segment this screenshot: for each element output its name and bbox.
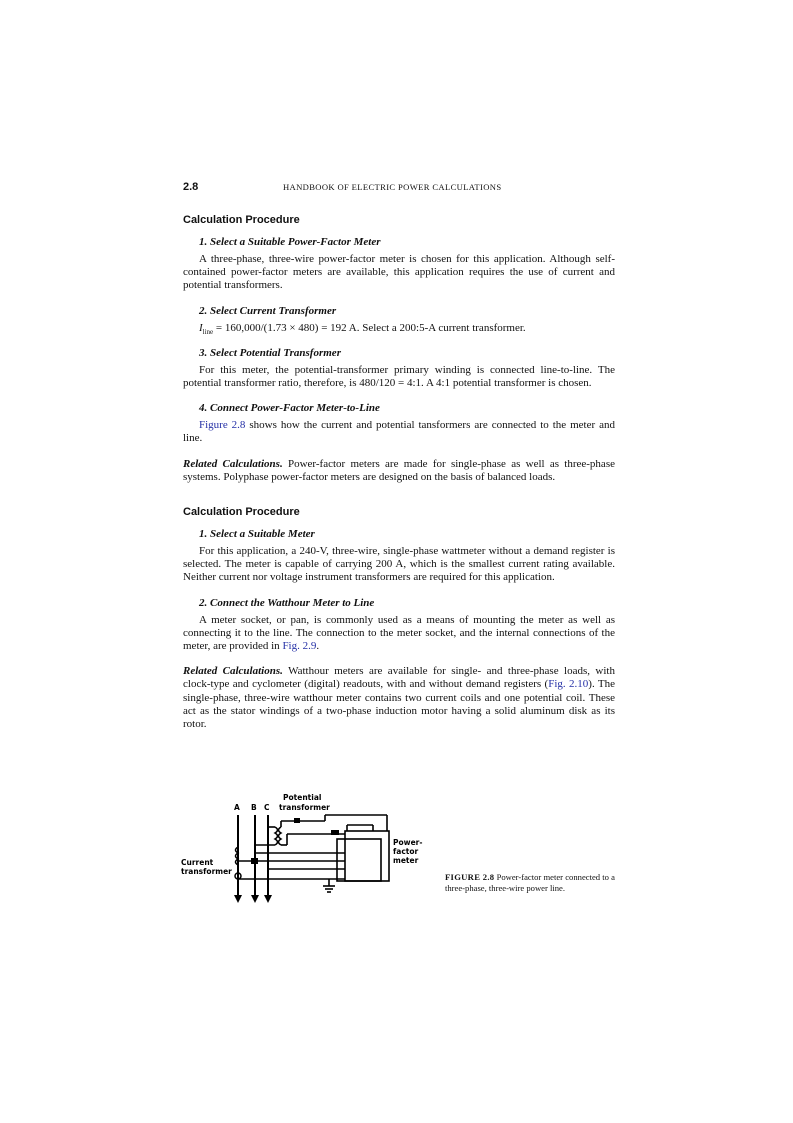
potential-transformer: [255, 821, 325, 845]
paragraph: For this meter, the potential-transformer primary winding is connected line-to-line. The potential transformer ratio, therefore, is 480/120 = 4:1. A 4:1 potential transformer is chosen.: [183, 363, 615, 390]
related-calculations: [183, 458, 615, 484]
paragraph: [183, 322, 615, 335]
step-title: 1. Select a Suitable Meter: [199, 528, 315, 541]
figure-link[interactable]: Figure 2.8: [199, 419, 246, 432]
paragraph-text: A meter socket, or pan, is commonly used as a means of mounting the meter as well as connecting it to the line. The connection to the meter socket, and the internal connections of the meter, are provided in: [183, 613, 615, 653]
arrow-heads: [234, 895, 272, 903]
paragraph: [183, 614, 615, 654]
junction-1: [251, 858, 258, 864]
phase-b-label: B: [251, 803, 257, 812]
current-label-1: Current: [181, 858, 214, 867]
current-symbol: I: [199, 321, 203, 334]
potential-label-1: Potential: [283, 793, 322, 802]
meter-label-2: factor: [393, 847, 419, 856]
step-title: 3. Select Potential Transformer: [199, 346, 341, 359]
paragraph: [183, 419, 615, 445]
fuse-2: [331, 830, 339, 835]
meter-label-3: meter: [393, 856, 419, 865]
paragraph-text: shows how the current and potential tansformers are connected to the meter and line.: [183, 419, 615, 445]
related-label: Related Calculations.: [183, 457, 283, 470]
phase-a-label: A: [234, 803, 240, 812]
paragraph-text: Watthour meters are available for single- and three-phase loads, with clock-type and cyclometer (digital) readouts, with and without demand registers (: [183, 665, 615, 691]
current-subscript: line: [202, 327, 214, 336]
fuse-1: [294, 818, 300, 823]
step-title: 2. Select Current Transformer: [199, 304, 337, 317]
paragraph: A three-phase, three-wire power-factor meter is chosen for this application. Although self-contained power-factor meters are available, this application requires the use of current and potential transformers.: [183, 253, 615, 292]
figure-caption: [445, 872, 615, 894]
paragraph-text: = 160,000/(1.73 × 480) = 192 A. Select a 200:5-A current transformer.: [213, 321, 526, 334]
related-calculations: [183, 665, 615, 731]
potential-label-2: transformer: [279, 803, 330, 812]
running-head: HANDBOOK OF ELECTRIC POWER CALCULATIONS: [283, 182, 502, 192]
caption-label: FIGURE 2.8: [445, 872, 495, 882]
section-heading-1: Calculation Procedure: [183, 214, 300, 226]
page-content: [183, 214, 615, 731]
related-label: Related Calculations.: [183, 665, 283, 678]
caption-text: Power-factor meter connected to a three-phase, three-wire power line.: [445, 872, 615, 893]
step-title: 2. Connect the Watthour Meter to Line: [199, 596, 375, 609]
power-factor-meter-box: [337, 831, 389, 881]
paragraph-text: Power-factor meters are made for single-phase as well as three-phase systems. Polyphase power-factor meters are designed on the basis of balanced loads.: [183, 457, 615, 483]
step-title: 4. Connect Power-Factor Meter-to-Line: [199, 402, 380, 415]
paragraph: For this application, a 240-V, three-wire, single-phase wattmeter without a demand register is selected. The meter is capable of carrying 200 A, which is the smallest current rating available. Neither current nor voltage instrument transformers are required for this application.: [183, 545, 615, 584]
section-heading-2: Calculation Procedure: [183, 506, 300, 519]
paragraph-text-end: .: [316, 640, 320, 653]
phase-c-label: C: [264, 803, 270, 812]
phase-lines: [238, 815, 268, 897]
step-title: 1. Select a Suitable Power-Factor Meter: [199, 236, 381, 248]
figure-2-8: [183, 787, 615, 917]
current-label-2: transformer: [181, 867, 232, 876]
page-header: [183, 181, 615, 195]
page-number: 2.8: [183, 181, 199, 193]
figure-link[interactable]: Fig. 2.10: [548, 678, 589, 691]
meter-label-1: Power-: [393, 838, 423, 847]
figure-link[interactable]: Fig. 2.9: [282, 640, 317, 653]
wiring-diagram: [177, 787, 447, 912]
paragraph-text: ). The single-phase, three-wire watthour meter contains two current coils and one potential coil. These act as the stator windings of a two-phase induction motor having a solid aluminum disk as its rotor.: [183, 678, 615, 731]
